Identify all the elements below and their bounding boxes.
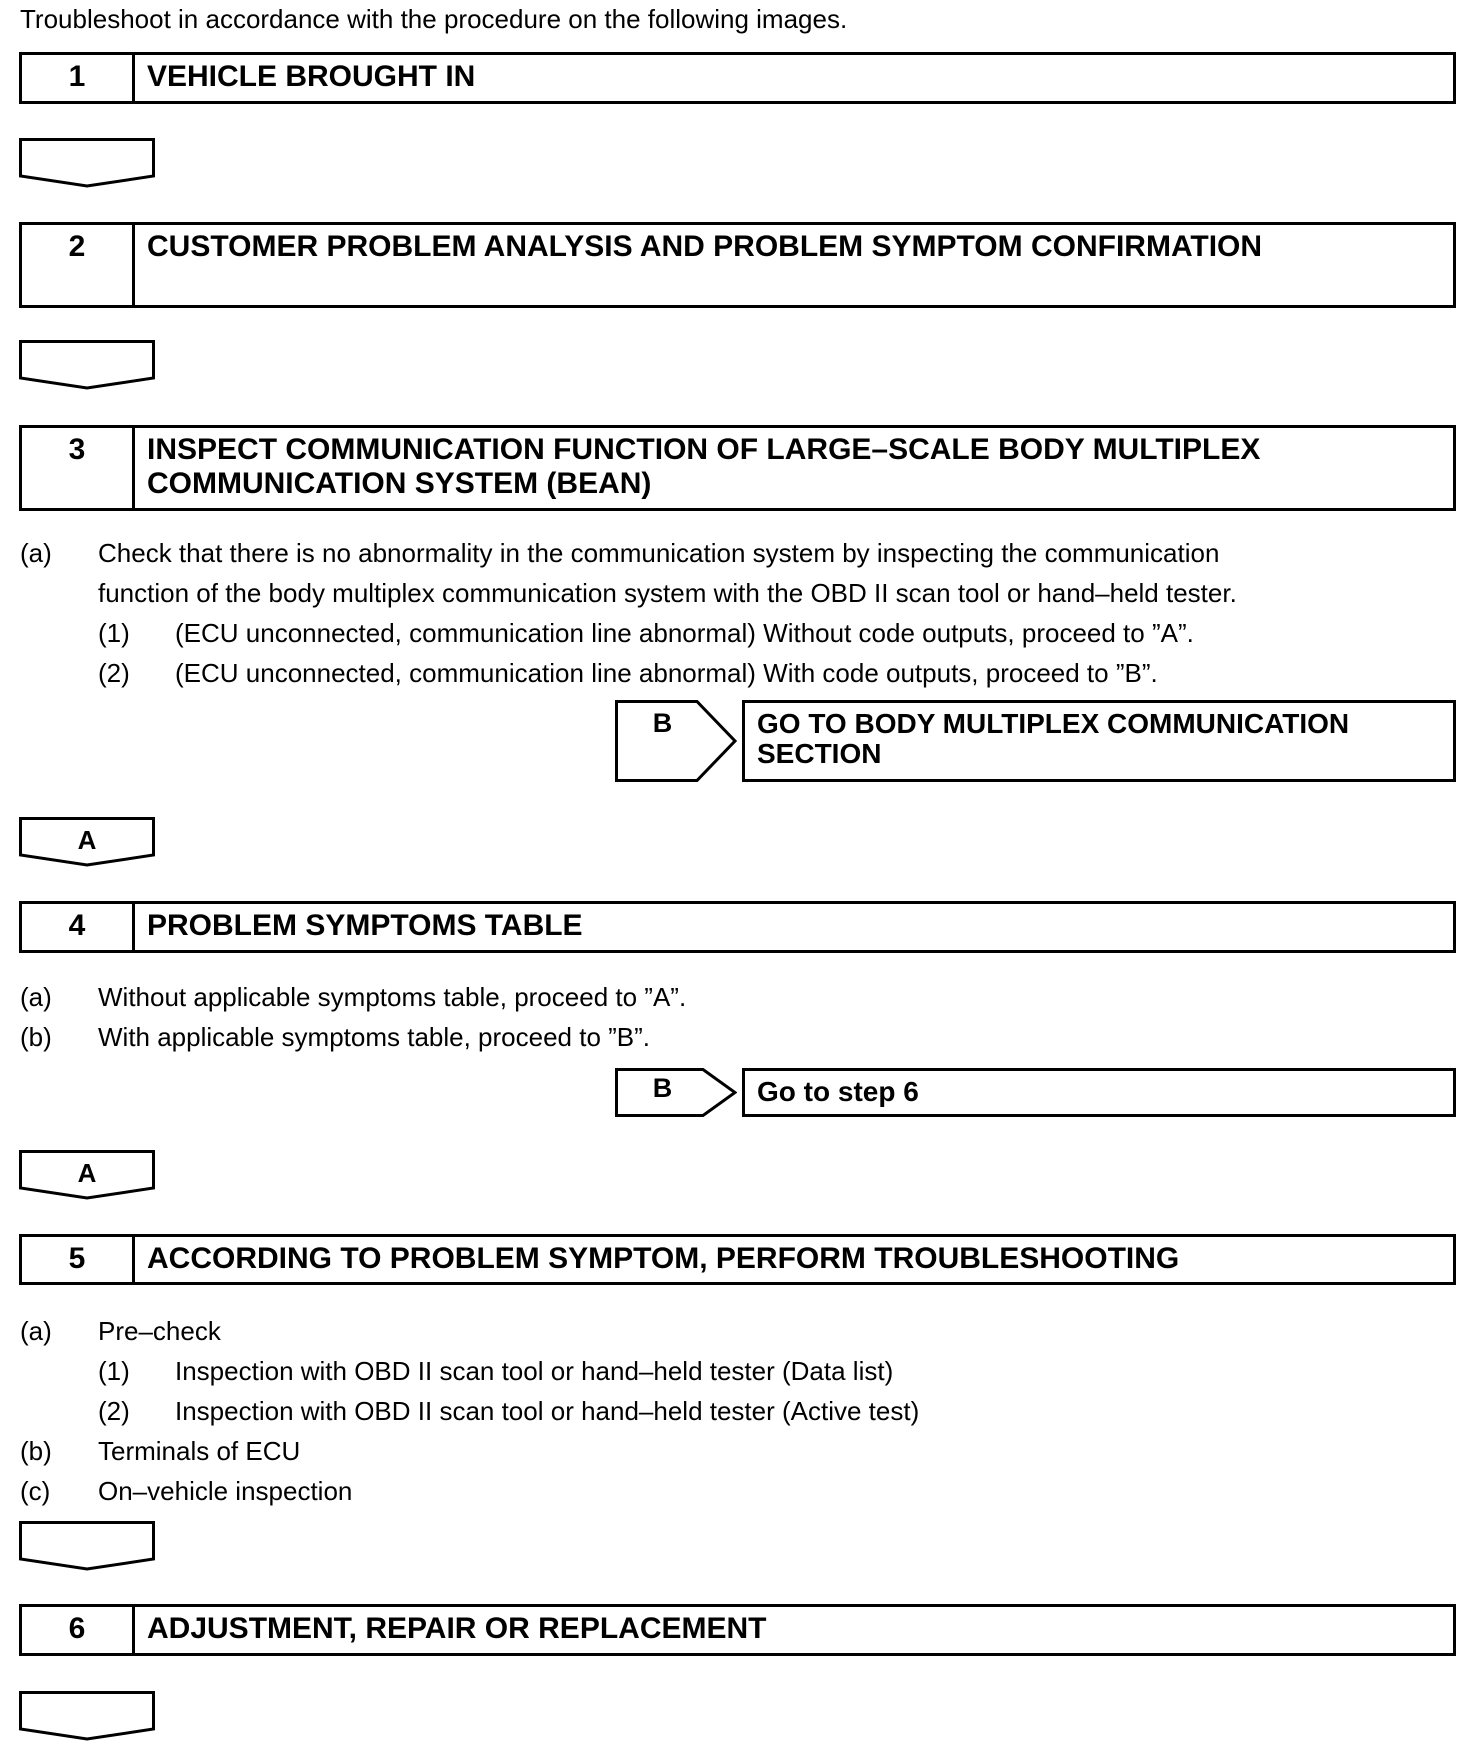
branch-result: GO TO BODY MULTIPLEX COMMUNICATION SECTION bbox=[742, 700, 1456, 782]
branch-label: A bbox=[77, 825, 97, 855]
branch-label: B bbox=[652, 708, 673, 738]
step-1 bbox=[19, 52, 1456, 104]
step4-b: With applicable symptoms table, proceed to ”B”. bbox=[98, 1022, 651, 1052]
item-label: (a) bbox=[20, 982, 52, 1012]
down-arrow-icon bbox=[19, 138, 155, 188]
step3-sub1: (ECU unconnected, communication line abnormal) Without code outputs, proceed to ”A”. bbox=[175, 618, 1194, 648]
step5-sub2: Inspection with OBD II scan tool or hand–held tester (Active test) bbox=[175, 1396, 920, 1426]
down-arrow-icon bbox=[19, 1521, 155, 1571]
item-label: (a) bbox=[20, 1316, 52, 1346]
item-label: (b) bbox=[20, 1436, 52, 1466]
step-title: ACCORDING TO PROBLEM SYMPTOM, PERFORM TROUBLESHOOTING bbox=[147, 1242, 1180, 1275]
step5-c: On–vehicle inspection bbox=[98, 1476, 353, 1506]
step5-sub1: Inspection with OBD II scan tool or hand–held tester (Data list) bbox=[175, 1356, 894, 1386]
step3-a-line1: Check that there is no abnormality in the communication system by inspecting the communication bbox=[98, 538, 1220, 568]
step5-b: Terminals of ECU bbox=[98, 1436, 301, 1466]
item-label: (1) bbox=[98, 1356, 130, 1386]
down-arrow-a bbox=[19, 1150, 155, 1200]
branch-label: A bbox=[77, 1158, 97, 1188]
step-number: 5 bbox=[22, 1237, 135, 1282]
step-6 bbox=[19, 1604, 1456, 1656]
item-label: (c) bbox=[20, 1476, 51, 1506]
step-number: 6 bbox=[22, 1607, 135, 1653]
step-number: 2 bbox=[22, 225, 135, 305]
item-label: (2) bbox=[98, 1396, 130, 1426]
item-label: (b) bbox=[20, 1022, 52, 1052]
step-number: 1 bbox=[22, 55, 135, 101]
step-title: PROBLEM SYMPTOMS TABLE bbox=[147, 909, 583, 942]
intro-text: Troubleshoot in accordance with the procedure on the following images. bbox=[20, 4, 848, 34]
step-title: INSPECT COMMUNICATION FUNCTION OF LARGE–SCALE BODY MULTIPLEX COMMUNICATION SYSTEM (BEAN) bbox=[147, 433, 1261, 500]
item-label: (a) bbox=[20, 538, 52, 568]
step-5 bbox=[19, 1234, 1456, 1285]
down-arrow-icon bbox=[19, 1691, 155, 1741]
step-title: VEHICLE BROUGHT IN bbox=[147, 60, 476, 93]
step4-a: Without applicable symptoms table, proceed to ”A”. bbox=[98, 982, 687, 1012]
down-arrow-icon bbox=[19, 340, 155, 390]
step3-sub2: (ECU unconnected, communication line abnormal) With code outputs, proceed to ”B”. bbox=[175, 658, 1158, 688]
step-2 bbox=[19, 222, 1456, 308]
item-label: (1) bbox=[98, 618, 130, 648]
step-title: ADJUSTMENT, REPAIR OR REPLACEMENT bbox=[147, 1612, 767, 1645]
item-label: (2) bbox=[98, 658, 130, 688]
branch-b-arrow bbox=[615, 1068, 737, 1117]
step-number: 4 bbox=[22, 904, 135, 950]
step-number: 3 bbox=[22, 428, 135, 508]
branch-result: Go to step 6 bbox=[742, 1068, 1456, 1117]
step3-a-line2: function of the body multiplex communication system with the OBD II scan tool or hand–held tester. bbox=[98, 578, 1237, 608]
branch-label: B bbox=[652, 1073, 673, 1103]
step-title: CUSTOMER PROBLEM ANALYSIS AND PROBLEM SYMPTOM CONFIRMATION bbox=[147, 230, 1263, 263]
down-arrow-a bbox=[19, 817, 155, 867]
branch-b-arrow bbox=[615, 700, 737, 782]
step-3 bbox=[19, 425, 1456, 511]
step-4 bbox=[19, 901, 1456, 953]
step5-a: Pre–check bbox=[98, 1316, 221, 1346]
